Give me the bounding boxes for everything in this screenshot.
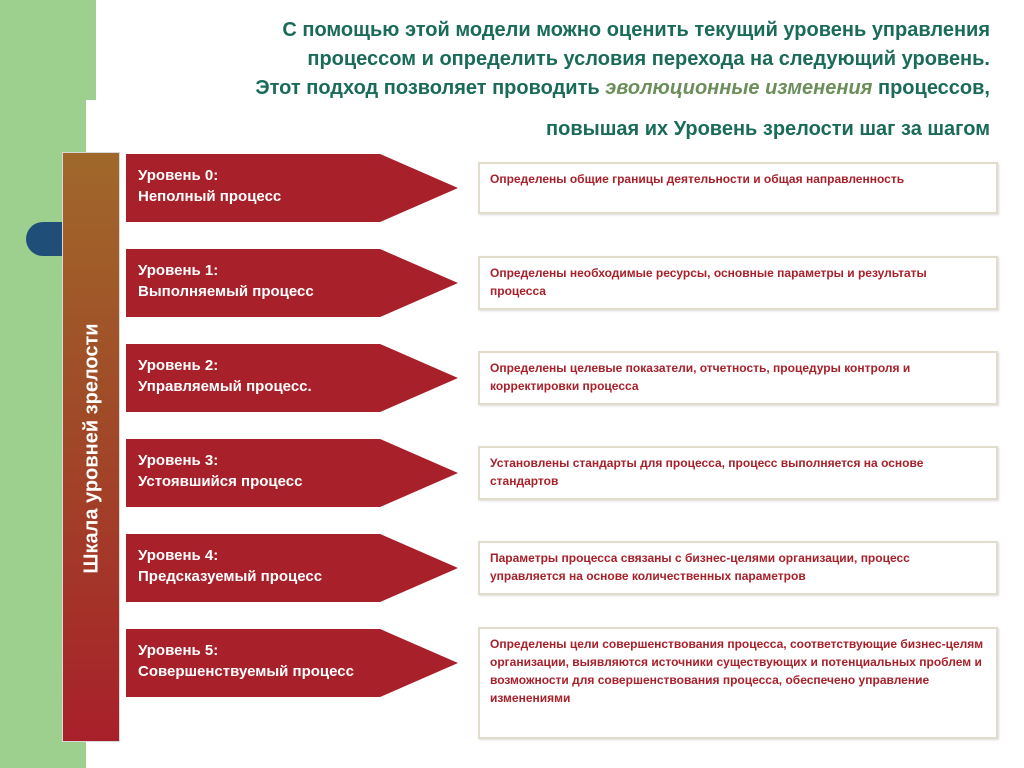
level-name: Предсказуемый процесс bbox=[138, 568, 323, 585]
level-row-4 bbox=[124, 532, 1000, 604]
level-description: Определены общие границы деятельности и общая направленность bbox=[478, 162, 998, 214]
level-arrow bbox=[124, 532, 464, 604]
intro-text bbox=[30, 16, 1006, 144]
intro-line-4: повышая их Уровень зрелости шаг за шагом bbox=[546, 118, 990, 140]
level-description: Определены цели совершенствования процесса, соответствующие бизнес-целям организации, выявляются источники существующих и потенциальных проблем и возможности для совершенствования процесса, обеспечено управление изменениями bbox=[478, 627, 998, 739]
level-title: Уровень 3: bbox=[138, 452, 219, 469]
level-description: Определены целевые показатели, отчетность, процедуры контроля и корректировки процесса bbox=[478, 351, 998, 405]
intro-line-3-prefix: Этот подход позволяет проводить bbox=[255, 77, 606, 99]
level-title: Уровень 2: bbox=[138, 357, 219, 374]
intro-line-1: С помощью этой модели можно оценить текущий уровень управления bbox=[282, 19, 990, 41]
level-arrow bbox=[124, 627, 464, 699]
maturity-scale-bar bbox=[62, 152, 120, 742]
level-row-3 bbox=[124, 437, 1000, 509]
level-name: Выполняемый процесс bbox=[138, 283, 314, 300]
level-title: Уровень 4: bbox=[138, 547, 219, 564]
level-title: Уровень 5: bbox=[138, 642, 219, 659]
level-description: Установлены стандарты для процесса, процесс выполняется на основе стандартов bbox=[478, 446, 998, 500]
level-arrow bbox=[124, 342, 464, 414]
level-name: Неполный процесс bbox=[138, 188, 282, 205]
level-name: Управляемый процесс. bbox=[138, 378, 312, 395]
level-title: Уровень 1: bbox=[138, 262, 219, 279]
level-row-5 bbox=[124, 627, 1000, 705]
level-description: Определены необходимые ресурсы, основные параметры и результаты процесса bbox=[478, 256, 998, 310]
level-row-0 bbox=[124, 152, 1000, 224]
level-arrow bbox=[124, 247, 464, 319]
maturity-scale-label: Шкала уровней зрелости bbox=[80, 322, 103, 574]
level-row-2 bbox=[124, 342, 1000, 414]
intro-accent-text: эволюционные изменения bbox=[605, 77, 873, 99]
level-name: Совершенствуемый процесс bbox=[138, 663, 354, 680]
level-arrow bbox=[124, 152, 464, 224]
intro-line-2: процессом и определить условия перехода на следующий уровень. bbox=[307, 48, 990, 70]
intro-line-3-suffix: процессов, bbox=[872, 77, 990, 99]
level-title: Уровень 0: bbox=[138, 167, 219, 184]
level-description: Параметры процесса связаны с бизнес-целями организации, процесс управляется на основе количественных параметров bbox=[478, 541, 998, 595]
level-name: Устоявшийся процесс bbox=[138, 473, 303, 490]
intro-line-3 bbox=[30, 74, 1006, 103]
level-arrow bbox=[124, 437, 464, 509]
level-row-1 bbox=[124, 247, 1000, 319]
